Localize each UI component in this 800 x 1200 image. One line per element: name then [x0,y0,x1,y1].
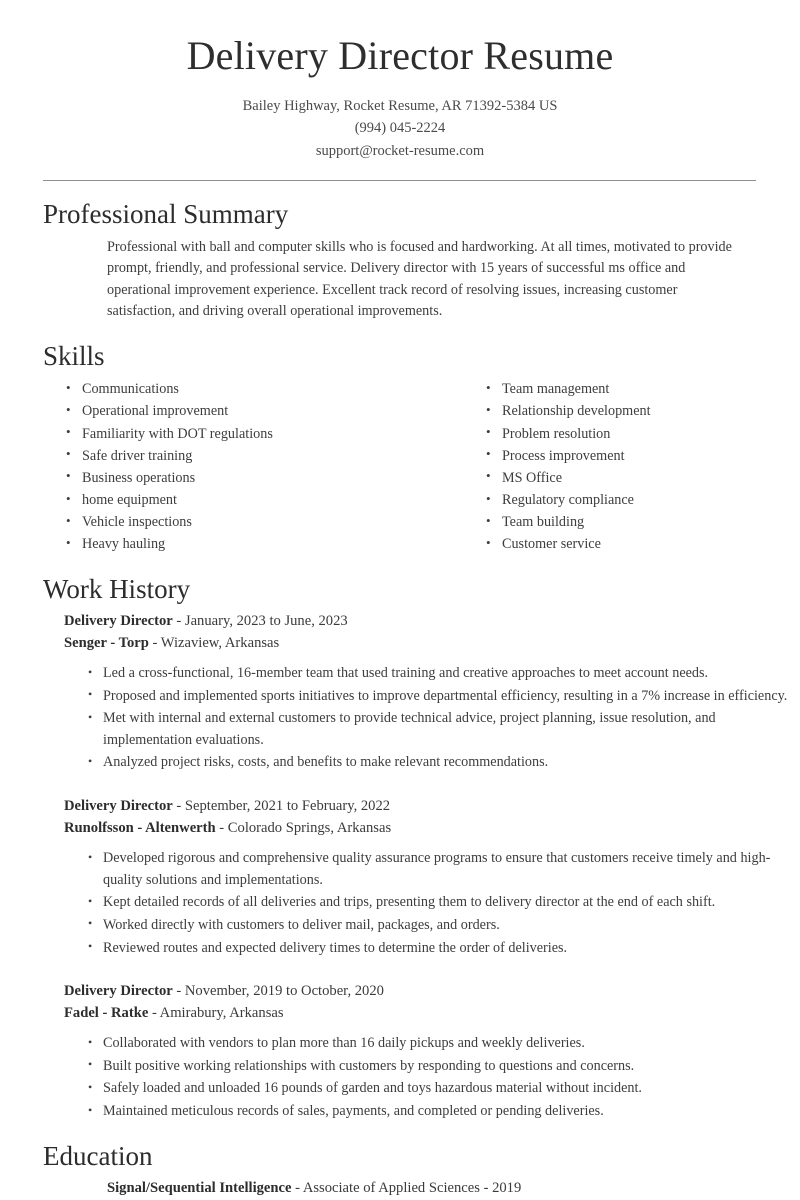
section-work-history [0,573,800,605]
list-item: • Developed rigorous and comprehensive quality assurance programs to ensure that customers receive timely and high-quality solutions and implementations. [88,848,796,891]
list-item: • Operational improvement [64,400,432,422]
job-dates: - September, 2021 to February, 2022 [172,798,391,815]
skills-list-left [64,378,432,555]
list-item: • Analyzed project risks, costs, and benefits to make relevant recommendations. [88,752,796,774]
education-school: Signal/Sequential Intelligence [107,1179,292,1196]
skills-list-right [484,378,800,555]
section-skills [0,340,800,372]
job-company: Senger - Torp [64,634,149,651]
list-item: • Team management [484,378,800,400]
education-body [43,1178,757,1200]
job-dates: - January, 2023 to June, 2023 [172,612,348,629]
job-bullets [64,1033,800,1122]
list-item: • home equipment [64,489,432,511]
job-dates: - November, 2019 to October, 2020 [172,983,384,1000]
list-item: • Maintained meticulous records of sales, payments, and completed or pending deliveries. [88,1101,796,1123]
contact-address: Bailey Highway, Rocket Resume, AR 71392-5384 US [242,97,558,114]
list-item: • Led a cross-functional, 16-member team that used training and creative approaches to meet account needs. [88,663,796,685]
list-item: • Built positive working relationships with customers by responding to questions and concerns. [88,1056,796,1078]
job-location: - Wizaview, Arkansas [148,634,280,651]
list-item: • Problem resolution [484,423,800,445]
job-bullets [64,848,800,959]
skills-column-right [432,378,800,555]
list-item: • Collaborated with vendors to plan more than 16 daily pickups and weekly deliveries. [88,1033,796,1055]
summary-text: Professional with ball and computer skills who is focused and hardworking. At all times, motivated to provide prompt, friendly, and professional service. Delivery director with 15 years of successful ms office and operational improvement experience. Excellent track record of resolving issues, increasing customer satisfaction, and driving overall operational improvements. [107,238,732,320]
list-item: • Relationship development [484,400,800,422]
job-location: - Amirabury, Arkansas [148,1004,284,1021]
job-company: Runolfsson - Altenwerth [64,819,216,836]
job-role: Delivery Director [64,612,173,629]
list-item: • Process improvement [484,445,800,467]
list-item: • Safely loaded and unloaded 16 pounds of garden and toys hazardous material without incident. [88,1078,796,1100]
job-bullets [64,663,800,774]
job-location: - Colorado Springs, Arkansas [215,819,392,836]
job-company: Fadel - Ratke [64,1004,149,1021]
list-item: • Proposed and implemented sports initiatives to improve departmental efficiency, resulting in a 7% increase in efficiency. [88,686,796,708]
list-item: • Reviewed routes and expected delivery times to determine the order of deliveries. [88,938,796,960]
job-role-line [64,796,800,818]
section-professional-summary [0,198,800,323]
job-company-line [64,1003,800,1025]
education-entry [107,1178,757,1200]
summary-body [43,237,757,323]
section-title-education: Education [43,1140,153,1171]
list-item: • Customer service [484,533,800,555]
resume-header [0,0,800,162]
work-history-entry [0,611,800,774]
section-title-skills: Skills [43,340,105,371]
job-role-line [64,611,800,633]
list-item: • Team building [484,511,800,533]
contact-phone: (994) 045-2224 [354,120,446,137]
contact-email: support@rocket-resume.com [315,142,485,159]
list-item: • Familiarity with DOT regulations [64,423,432,445]
list-item: • Vehicle inspections [64,511,432,533]
work-history-entry [0,796,800,959]
header-divider [43,180,756,181]
page-title: Delivery Director Resume [186,33,614,78]
section-education [0,1140,800,1200]
job-company-line [64,633,800,655]
list-item: • Safe driver training [64,445,432,467]
list-item: • MS Office [484,467,800,489]
list-item: • Business operations [64,467,432,489]
job-role: Delivery Director [64,983,173,1000]
skills-column-left [64,378,432,555]
section-title-work-history: Work History [43,573,191,604]
job-role-line [64,981,800,1003]
list-item: • Heavy hauling [64,533,432,555]
section-title-summary: Professional Summary [43,199,289,230]
skills-columns [0,378,800,555]
list-item: • Met with internal and external customers to provide technical advice, project planning, issue resolution, and implementation evaluations. [88,708,796,751]
list-item: • Kept detailed records of all deliveries and trips, presenting them to delivery director at the end of each shift. [88,892,796,914]
job-company-line [64,818,800,840]
list-item: • Regulatory compliance [484,489,800,511]
list-item: • Communications [64,378,432,400]
job-role: Delivery Director [64,798,173,815]
work-history-entry [0,981,800,1123]
education-detail: - Associate of Applied Sciences - 2019 [291,1179,522,1196]
list-item: • Worked directly with customers to deliver mail, packages, and orders. [88,915,796,937]
